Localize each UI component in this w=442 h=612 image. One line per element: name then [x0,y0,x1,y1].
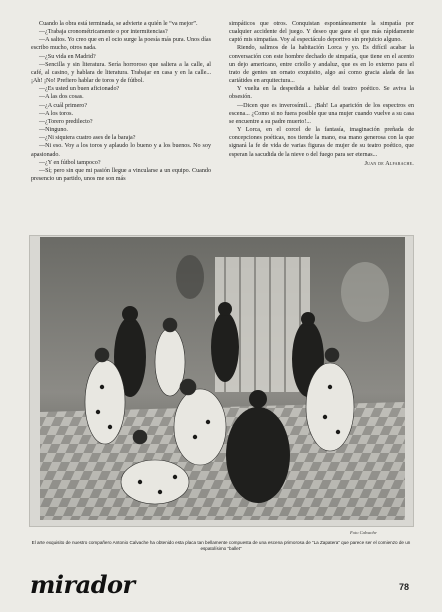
paragraph: —Sí; pero sin que mi pasión llegue a vincularse a un equipo. Cuando presencio un partido, unos me son más [31,167,211,182]
paragraph: —A los toros. [39,110,74,117]
paragraph: —Ninguno. [39,127,68,134]
paragraph: —¿A cuál primero? [39,102,88,109]
paragraph: —¿Ni siquiera cuatro ases de la baraja? [39,135,136,142]
paragraph: —A las dos cosas. [39,94,84,101]
paragraph: —¿Y en fútbol tampoco? [39,159,101,166]
paragraph: Y Lorca, en el corcel de la fantasía, imaginación preñada de concepciones poéticas, nos tiende la mano, esa mano generosa con la que signará la fe de vida de varias figuras de mujer de su teatro poético, que esperan la sacudida de la nieve o del fuego para ser eternas... [229,127,414,158]
paragraph: simpáticos que otros. Conquistan espontáneamente la simpatía por cualquier accidente del juego. Y deseo que gane el que más rápidamente captó mis simpatías. Voy al espectáculo deportivo sin prejuicio alguno. [229,21,414,44]
page-number: 78 [399,582,410,592]
paragraph: —¿Su vida en Madrid? [39,53,96,60]
paragraph: —A saltos. Yo creo que en el ocio surge la poesía más pura. Unos días escribo mucho, otros nada. [31,37,211,52]
paragraph: Cuando la obra está terminada, se advierte a quién le “va mejor”. [39,21,198,27]
paragraph: —¿Trabaja cronométricamente o por intermitencias? [39,29,168,36]
article-right-column [229,20,414,168]
stage-photograph [40,237,405,520]
paragraph: Y vuelta en la despedida a hablar del teatro poético. Se aviva la obsesión. [229,86,414,101]
magazine-masthead: mirador [30,570,135,599]
photo-credit: Foto Calvache [350,530,377,535]
paragraph: —Ni eso. Voy a los toros y aplaudo lo bueno y a los buenos. No soy apasionado. [31,143,211,158]
paragraph: —Dicen que es inverosímil... ¡Bah! La aparición de los espectros en escena... ¿Como si no fuera posible que una mujer cuando vuelve a su casa se encuentre a su padre muerto!... [229,102,414,125]
paragraph: —¿Torero predilecto? [39,118,93,125]
paragraph: —¿Es usted un buen aficionado? [39,86,120,93]
author-signature: Juan de Alfarache. [364,160,414,167]
paragraph: —Sencilla y sin literatura. Sería horroroso que saliera a la calle, al café, al casino, y hablara de literatura. Trabajar en casa y en la calle... ¡Ah! ¡No! Prefiero hablar de toros y de fútbol. [31,61,211,85]
photo-caption: El arte exquisito de nuestro compañero Antonio Calvache ha obtenido esta placa tan bellamente compuesta de una escena primorosa de “La Zapatera” que parece ser el comienzo de un espatolísimo “ballet” [31,540,411,551]
paragraph: Riendo, salimos de la habitación Lorca y yo. Es difícil acabar la conversación con este hombre dechado de simpatía, que tiene en el acento un dejo americano, entre criollo y andaluz, que es en lo externo para el trato de gentes un ornato exquisito, algo así como gracia alada de las cariátides en arquitectura... [229,45,414,85]
article-left-column [31,20,211,183]
